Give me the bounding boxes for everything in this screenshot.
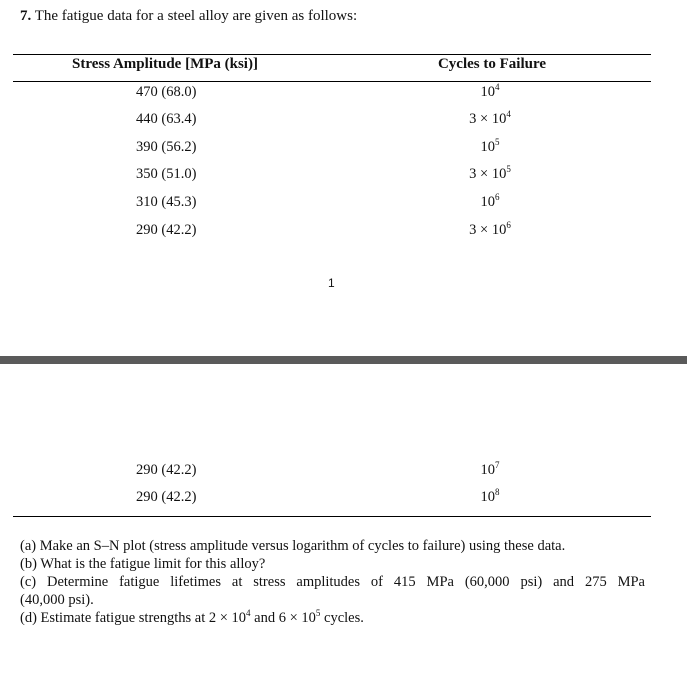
question-text: The fatigue data for a steel alloy are given as follows: <box>34 8 358 24</box>
table-row-5-cycles: $10^6$ <box>480 192 500 210</box>
table-top-rule <box>13 54 651 55</box>
question-parts <box>20 537 645 627</box>
table-row-6-cycles: $3 \times 10^6$ <box>469 220 511 238</box>
table-row-6-stress: 290 (42.2) <box>136 222 197 238</box>
question-number: 7. <box>20 8 32 24</box>
table-row-8-cycles: $10^8$ <box>480 487 500 505</box>
part-d-text: (d) Estimate fatigue strengths at $2 \times 10^4$ and $6 \times 10^5$ cycles. <box>20 608 364 626</box>
part-a-text: (a) Make an S–N plot (stress amplitude versus logarithm of cycles to failure) using these data. <box>20 538 566 554</box>
part-b-text: (b) What is the fatigue limit for this alloy? <box>20 556 266 572</box>
table-bottom-rule <box>13 516 651 517</box>
table-row-1-stress: 470 (68.0) <box>136 84 197 100</box>
table-row-2-cycles: $3 \times 10^4$ <box>469 109 511 127</box>
question-heading <box>20 8 357 25</box>
table-row-3-cycles: $10^5$ <box>480 137 500 155</box>
part-c-text-line-1: (c) Determine fatigue lifetimes at stress amplitudes of 415 MPa (60,000 psi) and 275 MPa <box>20 574 645 590</box>
page-break-divider <box>0 356 687 364</box>
table-row-7-stress: 290 (42.2) <box>136 462 197 478</box>
table-row-7-cycles: $10^7$ <box>480 460 500 478</box>
cycles-column-header: Cycles to Failure <box>437 56 547 72</box>
table-header-rule <box>13 81 651 82</box>
stress-column-header: Stress Amplitude [MPa (ksi)] <box>72 56 258 72</box>
table-row-5-stress: 310 (45.3) <box>136 194 197 210</box>
table-row-4-cycles: $3 \times 10^5$ <box>469 164 511 182</box>
table-row-4-stress: 350 (51.0) <box>136 166 197 182</box>
table-row-2-stress: 440 (63.4) <box>136 111 197 127</box>
table-row-1-cycles: $10^4$ <box>480 82 500 100</box>
page-number: 1 <box>328 276 335 290</box>
table-row-3-stress: 390 (56.2) <box>136 139 197 155</box>
table-row-8-stress: 290 (42.2) <box>136 489 197 505</box>
part-c-text-line-2: (40,000 psi). <box>20 592 94 608</box>
